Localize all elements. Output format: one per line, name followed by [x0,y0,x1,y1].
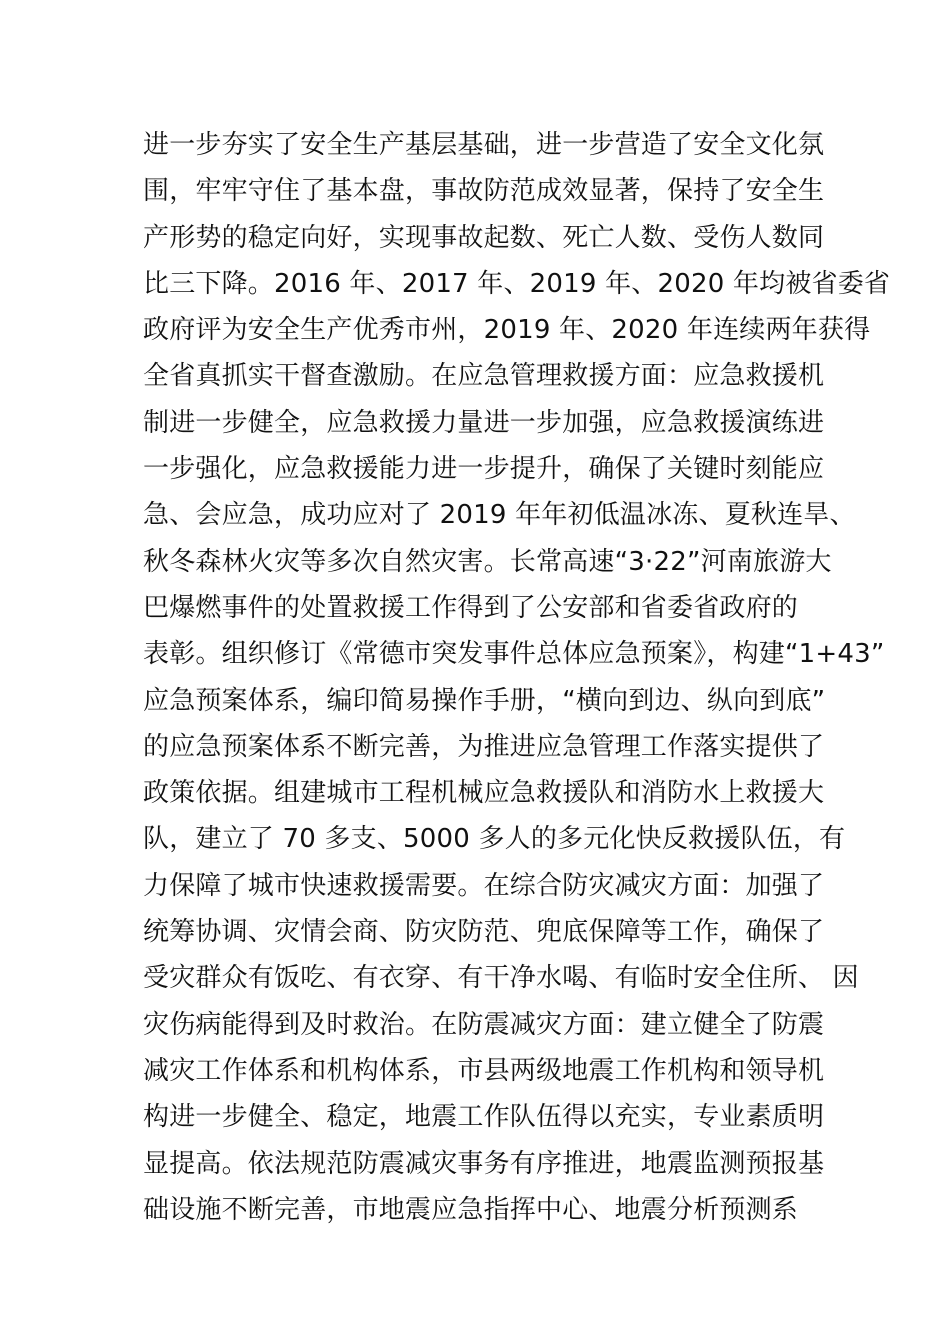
text-line: 减灾工作体系和机构体系，市县两级地震工作机构和领导机 [143,1055,825,1086]
text-line: 巴爆燃事件的处置救援工作得到了公安部和省委省政府的 [143,592,799,623]
text-line: 制进一步健全，应急救援力量进一步加强，应急救援演练进 [143,407,825,438]
text-line: 表彰。组织修订《常德市突发事件总体应急预案》，构建“1+43” [143,639,885,670]
text-line: 秋冬森林火灾等多次自然灾害。长常高速“3·22”河南旅游大 [143,546,832,577]
text-line: 全省真抓实干督查激励。在应急管理救援方面：应急救援机 [143,361,825,392]
text-line: 应急预案体系，编印简易操作手册，“横向到边、纵向到底” [143,685,826,716]
text-line: 进一步夯实了安全生产基层基础，进一步营造了安全文化氛 [143,130,825,160]
text-line: 力保障了城市快速救援需要。在综合防灾减灾方面：加强了 [143,870,825,901]
text-line: 灾伤病能得到及时救治。在防震减灾方面：建立健全了防震 [143,1009,825,1040]
text-line: 一步强化，应急救援能力进一步提升，确保了关键时刻能应 [143,454,825,485]
text-line: 产形势的稳定向好，实现事故起数、死亡人数、受伤人数同 [143,222,825,253]
text-line: 政策依据。组建城市工程机械应急救援队和消防水上救援大 [143,778,825,809]
text-line: 急、会应急，成功应对了 2019 年年初低温冰冻、夏秋连旱、 [143,500,856,531]
text-line: 统筹协调、灾情会商、防灾防范、兜底保障等工作，确保了 [143,917,825,948]
text-line: 比三下降。2016 年、2017 年、2019 年、2020 年均被省委省 [143,268,891,299]
text-line: 构进一步健全、稳定，地震工作队伍得以充实，专业素质明 [143,1102,825,1133]
body-text [143,122,891,1233]
text-line: 受灾群众有饭吃、有衣穿、有干净水喝、有临时安全住所、 因 [143,963,859,994]
text-line: 的应急预案体系不断完善，为推进应急管理工作落实提供了 [143,731,825,762]
text-line: 围，牢牢守住了基本盘，事故防范成效显著，保持了安全生 [143,176,825,207]
text-line: 政府评为安全生产优秀市州，2019 年、2020 年连续两年获得 [143,315,871,346]
text-line: 显提高。依法规范防震减灾事务有序推进，地震监测预报基 [143,1148,825,1179]
text-line: 队，建立了 70 多支、5000 多人的多元化快反救援队伍，有 [143,824,846,855]
text-line: 础设施不断完善，市地震应急指挥中心、地震分析预测系 [143,1194,799,1225]
